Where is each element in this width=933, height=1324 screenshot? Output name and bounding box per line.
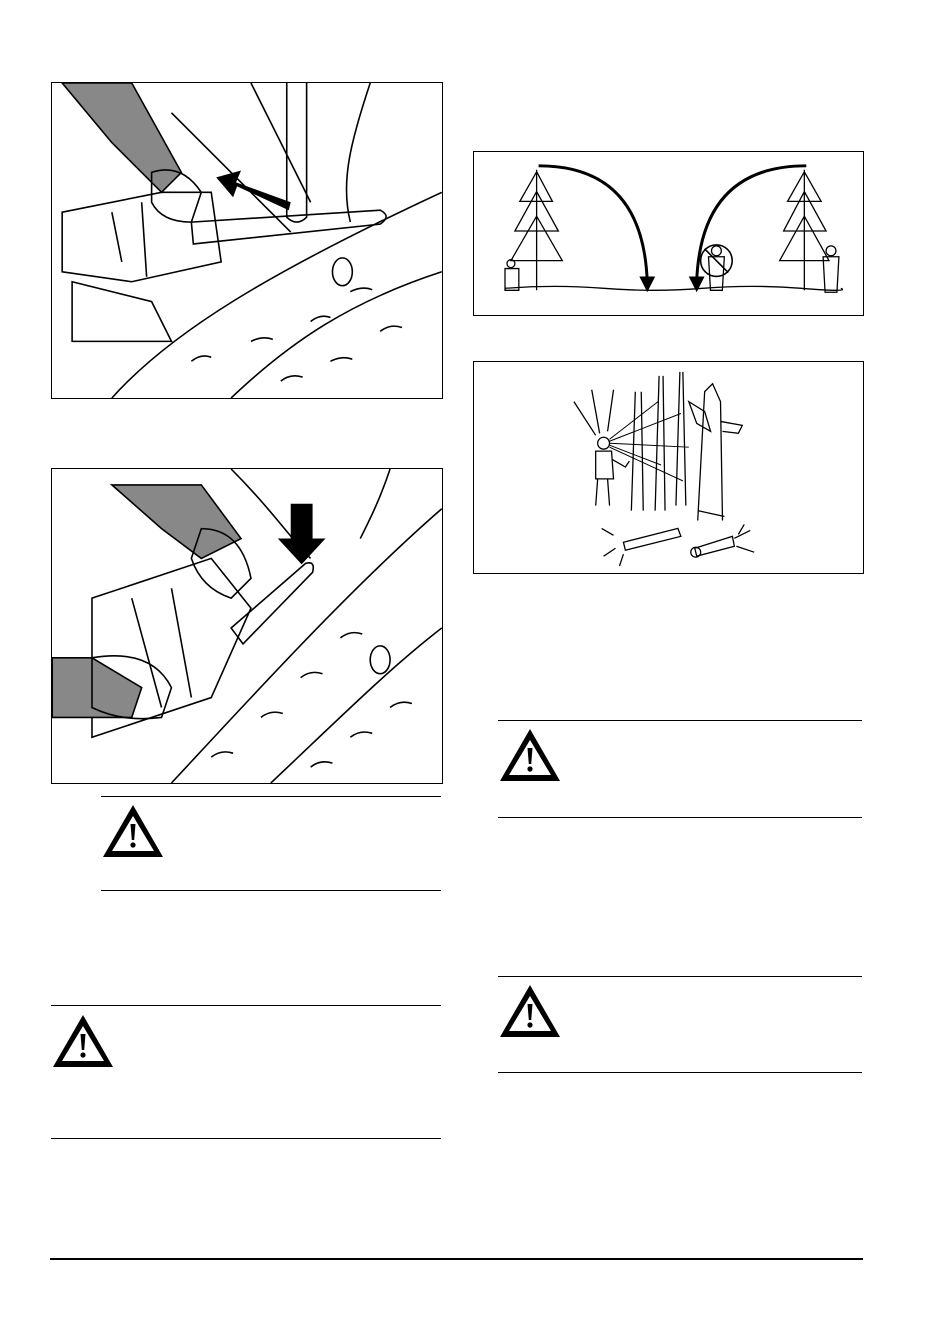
warning-right-1-top-rule [498, 720, 862, 721]
warning-triangle-icon [497, 726, 563, 784]
warning-left-2-bottom-rule [51, 1138, 441, 1139]
warning-left-1-top-rule [101, 796, 441, 797]
warning-right-2-top-rule [498, 976, 862, 977]
warning-triangle-icon [100, 802, 166, 860]
footer-rule [50, 1258, 863, 1260]
figure-chainsaw-push-cut [51, 468, 443, 784]
felling-danger-zone-illustration [474, 152, 863, 315]
warning-right-2-bottom-rule [498, 1072, 862, 1073]
curved-arrow-icon [689, 276, 705, 292]
warning-left-2-top-rule [51, 1005, 441, 1006]
figure-felling-danger-zone [473, 151, 864, 316]
dead-tree-hazard-illustration [474, 362, 863, 573]
warning-right-1-bottom-rule [498, 817, 862, 818]
arrow-down-icon [278, 504, 326, 565]
arrow-left-icon [216, 170, 291, 210]
warning-triangle-icon [497, 982, 563, 1040]
warning-triangle-icon [50, 1012, 116, 1070]
figure-dead-tree-hazard [473, 361, 864, 574]
chainsaw-push-cut-illustration [52, 469, 442, 783]
warning-left-1-bottom-rule [101, 890, 441, 891]
chainsaw-pull-cut-illustration [52, 83, 442, 398]
figure-chainsaw-pull-cut [51, 82, 443, 399]
